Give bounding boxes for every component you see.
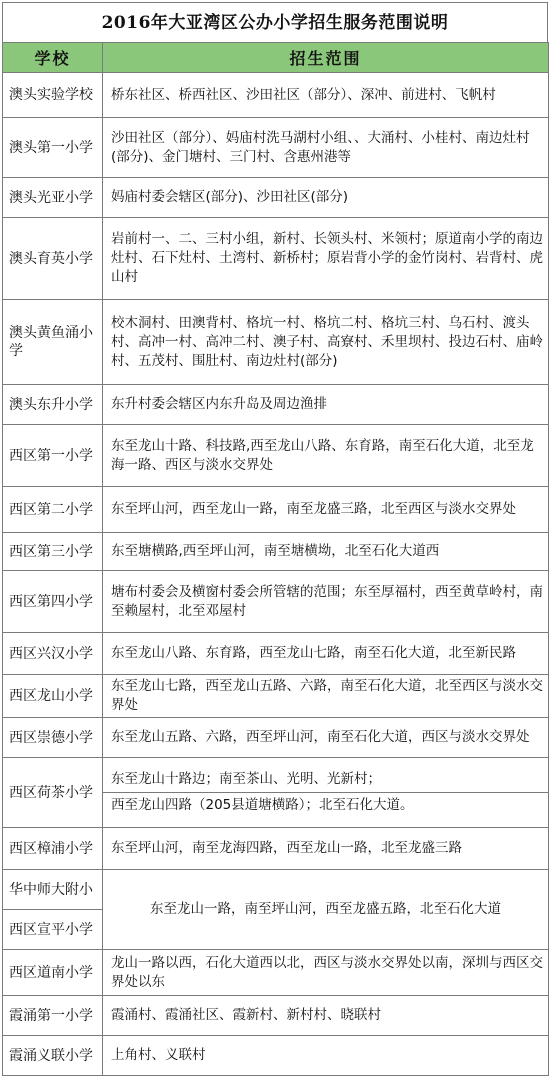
school-name: 澳头光亚小学 <box>3 178 103 218</box>
admission-area: 东至龙山一路，南至坪山河，西至龙盛五路，北至石化大道 <box>103 870 549 950</box>
admission-area: 东至塘横路,西至坪山河，南至塘横坳，北至石化大道西 <box>103 533 549 571</box>
table-row <box>3 571 549 633</box>
table-row <box>3 758 549 828</box>
school-name: 西区宣平小学 <box>3 910 103 950</box>
header-area: 招生范围 <box>103 43 549 73</box>
admission-area: 霞涌村、霞涌社区、霞新村、新村村、晓联村 <box>103 996 549 1036</box>
table-row <box>3 425 549 487</box>
table-row <box>3 73 549 118</box>
admission-area: 妈庙村委会辖区(部分)、沙田社区(部分) <box>103 178 549 218</box>
school-name: 澳头育英小学 <box>3 218 103 300</box>
table-row <box>3 718 549 758</box>
school-name: 西区第四小学 <box>3 571 103 633</box>
table-row <box>3 385 549 425</box>
school-name: 西区樟浦小学 <box>3 828 103 870</box>
school-name: 西区第三小学 <box>3 533 103 571</box>
school-name: 西区龙山小学 <box>3 675 103 718</box>
table-row <box>3 950 549 996</box>
school-name: 西区道南小学 <box>3 950 103 996</box>
admission-area: 东至坪山河，西至龙山一路，南至龙盛三路，北至西区与淡水交界处 <box>103 487 549 533</box>
admission-table <box>2 42 549 1076</box>
admission-area: 东至龙山七路，西至龙山五路、六路，南至石化大道，北至西区与淡水交界处 <box>103 675 549 718</box>
admission-document <box>2 2 548 1078</box>
admission-area: 东至龙山八路、东育路，西至龙山七路，南至石化大道，北至新民路 <box>103 633 549 675</box>
table-row <box>3 487 549 533</box>
school-name: 澳头第一小学 <box>3 118 103 178</box>
admission-area: 上角村、义联村 <box>103 1036 549 1076</box>
table-row <box>3 633 549 675</box>
admission-area <box>103 758 549 828</box>
table-row <box>3 533 549 571</box>
admission-area: 校木洞村、田澳背村、格坑一村、格坑二村、格坑三村、乌石村、渡头村、高冲一村、高冲二村、澳子村、高寮村、禾里坝村、投边石村、庙岭村、五茂村、围肚村、南边灶村(部分) <box>103 300 549 385</box>
admission-area: 沙田社区（部分）、妈庙村洗马湖村小组、、大涌村、小桂村、南边灶村(部分)、金门塘村、三门村、含惠州港等 <box>103 118 549 178</box>
school-name: 西区荷茶小学 <box>3 758 103 828</box>
admission-area: 东至龙山五路、六路，西至坪山河，南至石化大道，西区与淡水交界处 <box>103 718 549 758</box>
school-name: 华中师大附小 <box>3 870 103 910</box>
document-title: 2016年大亚湾区公办小学招生服务范围说明 <box>2 2 548 42</box>
school-name: 澳头黄鱼涌小学 <box>3 300 103 385</box>
school-name: 澳头实验学校 <box>3 73 103 118</box>
school-name: 澳头东升小学 <box>3 385 103 425</box>
header-school: 学校 <box>3 43 103 73</box>
admission-area: 东至坪山河，南至龙海四路，西至龙山一路，北至龙盛三路 <box>103 828 549 870</box>
admission-area-line: 东至龙山十路边；南至茶山、光明、光新村； <box>111 771 381 787</box>
table-row <box>3 828 549 870</box>
header-row <box>3 43 549 73</box>
table-row <box>3 996 549 1036</box>
table-row <box>3 218 549 300</box>
admission-area-line: 西至龙山四路（205县道塘横路）；北至石化大道。 <box>103 792 548 818</box>
school-name: 霞涌第一小学 <box>3 996 103 1036</box>
school-name: 西区崇德小学 <box>3 718 103 758</box>
table-row <box>3 300 549 385</box>
admission-area: 龙山一路以西，石化大道西以北，西区与淡水交界处以南，深圳与西区交界处以东 <box>103 950 549 996</box>
table-row <box>3 1036 549 1076</box>
admission-area: 塘布村委会及横窗村委会所管辖的范围；东至厚福村，西至黄草岭村，南至赖屋村，北至邓屋村 <box>103 571 549 633</box>
table-row <box>3 118 549 178</box>
admission-area: 岩前村一、二、三村小组，新村、长领头村、米领村；原道南小学的南边灶村、石下灶村、土湾村、新桥村；原岩背小学的金竹岗村、岩背村、虎山村 <box>103 218 549 300</box>
school-name: 西区第一小学 <box>3 425 103 487</box>
school-name: 霞涌义联小学 <box>3 1036 103 1076</box>
school-name: 西区兴汉小学 <box>3 633 103 675</box>
table-row <box>3 675 549 718</box>
table-row <box>3 870 549 910</box>
school-name: 西区第二小学 <box>3 487 103 533</box>
admission-area: 桥东社区、桥西社区、沙田社区（部分）、深冲、前进村、飞帆村 <box>103 73 549 118</box>
admission-area: 东至龙山十路、科技路,西至龙山八路、东育路，南至石化大道，北至龙海一路、西区与淡水交界处 <box>103 425 549 487</box>
table-row <box>3 178 549 218</box>
admission-area: 东升村委会辖区内东升岛及周边渔排 <box>103 385 549 425</box>
